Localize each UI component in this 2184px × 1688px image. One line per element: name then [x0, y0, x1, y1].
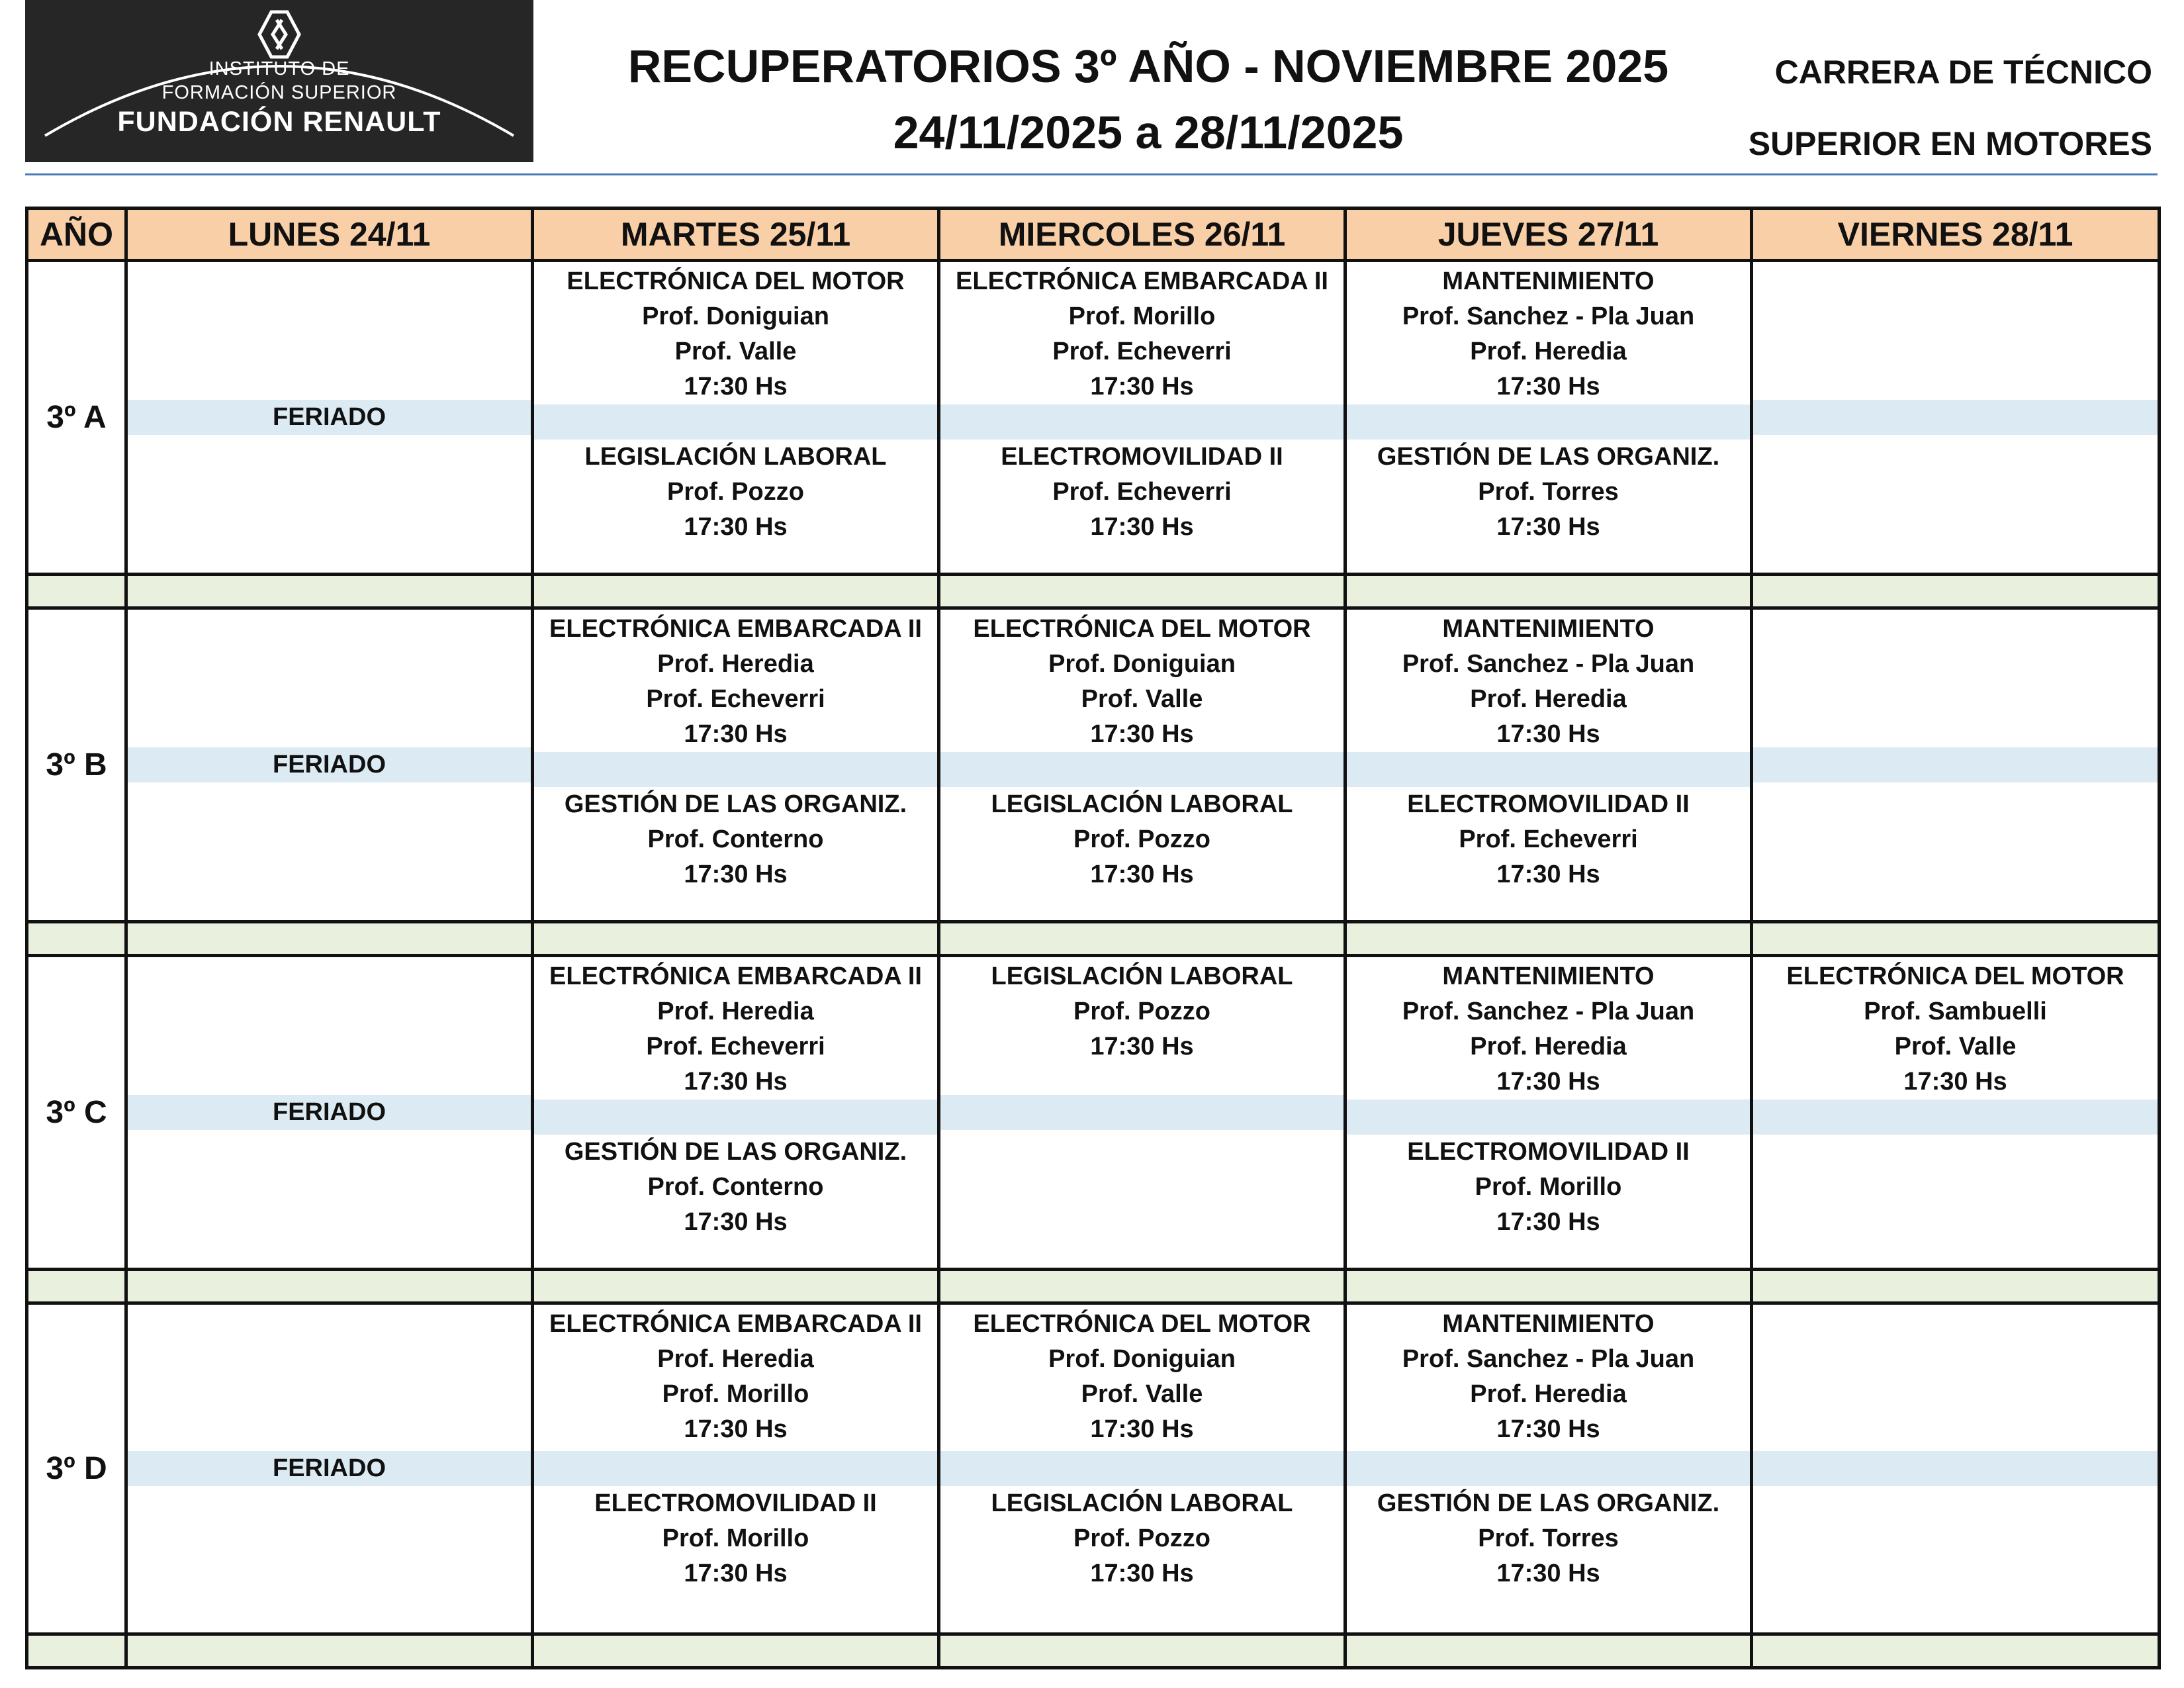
subject-name: LEGISLACIÓN LABORAL — [991, 1489, 1293, 1517]
exam-detail: 17:30 Hs — [684, 720, 788, 748]
exam-block-bottom — [534, 1135, 937, 1266]
exam-detail: 17:30 Hs — [1496, 372, 1600, 400]
exam-block-bottom — [1753, 435, 2158, 571]
exam-cell — [533, 956, 939, 1270]
table-row — [27, 956, 2160, 1270]
exam-block-top — [1347, 1307, 1750, 1452]
subject-name: LEGISLACIÓN LABORAL — [991, 790, 1293, 818]
exam-block-top — [1347, 612, 1750, 752]
exam-cell — [533, 1303, 939, 1634]
exam-detail: Prof. Heredia — [1470, 337, 1627, 365]
exam-cell — [1752, 608, 2160, 922]
year-cell: 3º B — [27, 608, 126, 922]
monday-cell — [126, 1303, 533, 1634]
exam-cell — [939, 261, 1345, 575]
table-row — [27, 608, 2160, 922]
exam-block-top — [534, 264, 937, 404]
subject-name: MANTENIMIENTO — [1442, 267, 1655, 295]
column-header-year: AÑO — [27, 209, 126, 261]
exam-cell — [939, 956, 1345, 1270]
column-header-tuesday: MARTES 25/11 — [533, 209, 939, 261]
separator-cell — [1752, 575, 2160, 608]
subject-name: GESTIÓN DE LAS ORGANIZ. — [1377, 442, 1720, 471]
subject-name: ELECTROMOVILIDAD II — [1407, 1137, 1690, 1166]
subject-name: MANTENIMIENTO — [1442, 614, 1655, 643]
year-cell: 3º D — [27, 1303, 126, 1634]
separator-band — [940, 404, 1343, 440]
exam-detail: 17:30 Hs — [1496, 1207, 1600, 1236]
exam-detail: Prof. Heredia — [1470, 1380, 1627, 1408]
separator-row — [27, 922, 2160, 956]
exam-detail: 17:30 Hs — [684, 372, 788, 400]
subject-name: GESTIÓN DE LAS ORGANIZ. — [564, 1137, 907, 1166]
exam-block-top — [1347, 264, 1750, 404]
exam-detail: Prof. Morillo — [1068, 302, 1216, 330]
exam-detail: Prof. Doniguian — [1048, 649, 1236, 678]
exam-block-bottom — [1347, 787, 1750, 919]
subject-name: GESTIÓN DE LAS ORGANIZ. — [1377, 1489, 1720, 1517]
separator-cell — [1752, 1270, 2160, 1303]
page-title: RECUPERATORIOS 3º AÑO - NOVIEMBRE 2025 — [627, 40, 1669, 92]
exam-block-top — [534, 612, 937, 752]
schedule-table — [25, 207, 2161, 1669]
separator-row — [27, 575, 2160, 608]
exam-detail: Prof. Doniguian — [1048, 1344, 1236, 1373]
holiday-label: FERIADO — [128, 1451, 531, 1486]
separator-cell — [1752, 1634, 2160, 1668]
column-header-wednesday: MIERCOLES 26/11 — [939, 209, 1345, 261]
exam-block-bottom — [534, 440, 937, 571]
logo-line-1: INSTITUTO DE — [208, 58, 350, 79]
exam-detail: Prof. Sambuelli — [1864, 997, 2047, 1025]
exam-detail: Prof. Pozzo — [1073, 1524, 1210, 1552]
year-cell: 3º C — [27, 956, 126, 1270]
exam-cell — [1345, 608, 1752, 922]
separator-band — [1753, 1100, 2158, 1135]
subject-name: MANTENIMIENTO — [1442, 1309, 1655, 1338]
exam-block-top — [534, 959, 937, 1100]
exam-detail: Prof. Sanchez - Pla Juan — [1402, 997, 1695, 1025]
subject-name: GESTIÓN DE LAS ORGANIZ. — [564, 790, 907, 818]
exam-detail: 17:30 Hs — [1496, 1415, 1600, 1443]
exam-cell — [1752, 261, 2160, 575]
separator-cell — [1345, 575, 1752, 608]
exam-detail: 17:30 Hs — [684, 860, 788, 888]
separator-cell — [533, 1270, 939, 1303]
separator-band — [1347, 752, 1750, 787]
institute-logo — [25, 0, 533, 162]
separator-cell — [1752, 922, 2160, 956]
separator-band — [534, 1451, 937, 1486]
separator-cell — [27, 922, 126, 956]
exam-cell — [1345, 1303, 1752, 1634]
monday-cell — [126, 608, 533, 922]
header-divider — [25, 173, 2158, 175]
exam-detail: Prof. Conterno — [647, 825, 824, 853]
separator-band — [940, 752, 1343, 787]
logo-line-3: FUNDACIÓN RENAULT — [117, 106, 441, 138]
table-row — [27, 261, 2160, 575]
exam-block-top — [1753, 264, 2158, 400]
separator-cell — [126, 575, 533, 608]
exam-detail: 17:30 Hs — [1090, 372, 1194, 400]
exam-block-bottom — [1753, 1135, 2158, 1266]
exam-detail: Prof. Doniguian — [642, 302, 829, 330]
separator-cell — [1345, 1270, 1752, 1303]
subject-name: ELECTROMOVILIDAD II — [594, 1489, 877, 1517]
table-row — [27, 1303, 2160, 1634]
exam-detail: Prof. Echeverri — [646, 684, 825, 713]
exam-block-bottom — [534, 787, 937, 919]
renault-diamond-icon — [259, 12, 299, 57]
exam-detail: Prof. Conterno — [647, 1172, 824, 1201]
exam-detail: Prof. Valle — [674, 337, 797, 365]
column-header-monday: LUNES 24/11 — [126, 209, 533, 261]
separator-cell — [939, 575, 1345, 608]
subject-name: LEGISLACIÓN LABORAL — [991, 962, 1293, 990]
separator-cell — [939, 1634, 1345, 1668]
exam-cell — [1752, 956, 2160, 1270]
exam-cell — [939, 1303, 1345, 1634]
subject-name: ELECTROMOVILIDAD II — [1001, 442, 1283, 471]
separator-cell — [939, 1270, 1345, 1303]
exam-cell — [939, 608, 1345, 922]
exam-cell — [1752, 1303, 2160, 1634]
exam-detail: 17:30 Hs — [1090, 1032, 1194, 1060]
exam-detail: Prof. Valle — [1081, 1380, 1203, 1408]
exam-detail: Prof. Morillo — [662, 1524, 809, 1552]
separator-cell — [1345, 922, 1752, 956]
subject-name: ELECTRÓNICA DEL MOTOR — [567, 267, 905, 295]
exam-block-top — [940, 612, 1343, 752]
exam-detail: 17:30 Hs — [1496, 512, 1600, 541]
subject-name: ELECTRÓNICA EMBARCADA II — [956, 267, 1328, 295]
exam-detail: 17:30 Hs — [684, 1207, 788, 1236]
exam-block-bottom — [940, 440, 1343, 571]
exam-detail: 17:30 Hs — [684, 1067, 788, 1096]
separator-band — [534, 404, 937, 440]
exam-block-top — [1753, 959, 2158, 1100]
exam-detail: Prof. Heredia — [1470, 684, 1627, 713]
exam-cell — [1345, 261, 1752, 575]
logo-line-2: FORMACIÓN SUPERIOR — [161, 82, 397, 103]
exam-block-top — [940, 1307, 1343, 1452]
career-line-1: CARRERA DE TÉCNICO — [1774, 54, 2152, 91]
exam-detail: Prof. Torres — [1478, 1524, 1619, 1552]
holiday-label: FERIADO — [128, 400, 531, 435]
separator-cell — [126, 922, 533, 956]
exam-detail: Prof. Pozzo — [1073, 825, 1210, 853]
separator-band — [534, 752, 937, 787]
exam-cell — [1345, 956, 1752, 1270]
exam-block-top — [1753, 1307, 2158, 1452]
exam-detail: Prof. Sanchez - Pla Juan — [1402, 1344, 1695, 1373]
exam-detail: Prof. Heredia — [657, 997, 814, 1025]
separator-band — [1347, 1100, 1750, 1135]
exam-detail: 17:30 Hs — [1090, 1415, 1194, 1443]
separator-cell — [126, 1270, 533, 1303]
separator-band — [940, 1451, 1343, 1486]
exam-detail: 17:30 Hs — [1496, 720, 1600, 748]
exam-detail: 17:30 Hs — [1090, 720, 1194, 748]
separator-cell — [533, 922, 939, 956]
exam-block-bottom — [940, 1486, 1343, 1631]
exam-detail: Prof. Sanchez - Pla Juan — [1402, 649, 1695, 678]
exam-detail: 17:30 Hs — [1090, 1560, 1194, 1587]
exam-block-bottom — [1753, 1486, 2158, 1631]
separator-cell — [126, 1634, 533, 1668]
exam-cell — [533, 261, 939, 575]
separator-cell — [533, 575, 939, 608]
separator-band — [1753, 400, 2158, 435]
exam-detail: Prof. Pozzo — [667, 477, 804, 506]
separator-row — [27, 1270, 2160, 1303]
exam-detail: 17:30 Hs — [1903, 1067, 2007, 1096]
subject-name: MANTENIMIENTO — [1442, 962, 1655, 990]
exam-detail: Prof. Heredia — [1470, 1032, 1627, 1060]
subject-name: ELECTRÓNICA DEL MOTOR — [1786, 962, 2124, 990]
monday-cell — [126, 261, 533, 575]
exam-detail: Prof. Echeverri — [1052, 337, 1232, 365]
exam-block-bottom — [940, 787, 1343, 919]
exam-detail: Prof. Valle — [1081, 684, 1203, 713]
career-line-2: SUPERIOR EN MOTORES — [1748, 125, 2152, 162]
exam-detail: Prof. Echeverri — [646, 1032, 825, 1060]
exam-detail: Prof. Torres — [1478, 477, 1619, 506]
holiday-label: FERIADO — [128, 1095, 531, 1130]
holiday-label: FERIADO — [128, 747, 531, 782]
exam-detail: Prof. Echeverri — [1052, 477, 1232, 506]
separator-cell — [939, 922, 1345, 956]
exam-block-top — [940, 959, 1343, 1096]
exam-detail: Prof. Heredia — [657, 1344, 814, 1373]
exam-block-bottom — [1347, 1135, 1750, 1266]
exam-detail: Prof. Morillo — [1475, 1172, 1622, 1201]
separator-cell — [1345, 1634, 1752, 1668]
exam-detail: 17:30 Hs — [1496, 860, 1600, 888]
subject-name: ELECTRÓNICA EMBARCADA II — [549, 962, 922, 990]
exam-detail: 17:30 Hs — [684, 512, 788, 541]
exam-detail: 17:30 Hs — [1496, 1067, 1600, 1096]
separator-band — [534, 1100, 937, 1135]
exam-block-bottom — [940, 1130, 1343, 1266]
date-range: 24/11/2025 a 28/11/2025 — [893, 107, 1404, 158]
separator-cell — [27, 1634, 126, 1668]
exam-block-top — [1347, 959, 1750, 1100]
exam-block-top — [940, 264, 1343, 404]
separator-cell — [27, 575, 126, 608]
subject-name: ELECTRÓNICA DEL MOTOR — [973, 1309, 1311, 1338]
exam-detail: Prof. Valle — [1894, 1032, 2017, 1060]
separator-row — [27, 1634, 2160, 1668]
exam-block-bottom — [1347, 440, 1750, 571]
separator-band — [1753, 747, 2158, 782]
exam-detail: 17:30 Hs — [684, 1560, 788, 1587]
exam-detail: Prof. Heredia — [657, 649, 814, 678]
exam-detail: 17:30 Hs — [1496, 1560, 1600, 1587]
separator-band — [1753, 1451, 2158, 1486]
separator-cell — [27, 1270, 126, 1303]
exam-detail: Prof. Echeverri — [1459, 825, 1638, 853]
exam-block-top — [1753, 612, 2158, 748]
separator-band — [1347, 404, 1750, 440]
column-header-thursday: JUEVES 27/11 — [1345, 209, 1752, 261]
separator-band — [940, 1095, 1343, 1130]
subject-name: ELECTRÓNICA EMBARCADA II — [549, 614, 922, 643]
exam-detail: Prof. Pozzo — [1073, 997, 1210, 1025]
year-cell: 3º A — [27, 261, 126, 575]
exam-block-bottom — [1347, 1486, 1750, 1631]
monday-cell — [126, 956, 533, 1270]
exam-detail: 17:30 Hs — [1090, 860, 1194, 888]
subject-name: ELECTROMOVILIDAD II — [1407, 790, 1690, 818]
exam-detail: Prof. Morillo — [662, 1380, 809, 1408]
exam-cell — [533, 608, 939, 922]
exam-block-bottom — [534, 1486, 937, 1631]
separator-cell — [533, 1634, 939, 1668]
column-header-friday: VIERNES 28/11 — [1752, 209, 2160, 261]
exam-detail: Prof. Sanchez - Pla Juan — [1402, 302, 1695, 330]
exam-detail: 17:30 Hs — [1090, 512, 1194, 541]
subject-name: ELECTRÓNICA DEL MOTOR — [973, 614, 1311, 643]
subject-name: ELECTRÓNICA EMBARCADA II — [549, 1309, 922, 1338]
exam-block-top — [534, 1307, 937, 1452]
separator-band — [1347, 1451, 1750, 1486]
exam-detail: 17:30 Hs — [684, 1415, 788, 1443]
exam-block-bottom — [1753, 782, 2158, 919]
subject-name: LEGISLACIÓN LABORAL — [584, 442, 887, 471]
header-row — [27, 209, 2160, 261]
